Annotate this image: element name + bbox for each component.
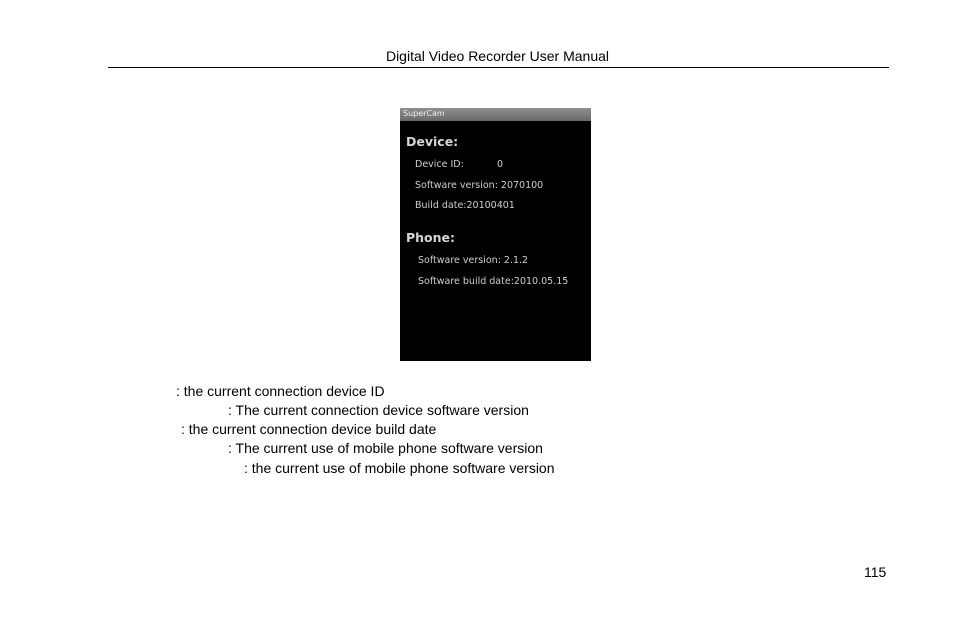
app-title-bar — [400, 108, 591, 121]
device-id-value: 0 — [497, 159, 504, 170]
description-line: : the current connection device build date — [181, 421, 437, 437]
device-software-version: Software version: 2070100 — [415, 180, 544, 191]
phone-software-version: Software version: 2.1.2 — [418, 255, 529, 266]
device-heading: Device: — [406, 134, 459, 149]
description-line: : The current connection device software version — [228, 402, 529, 418]
description-line: : the current connection device ID — [176, 383, 385, 399]
header-divider — [108, 67, 889, 68]
device-build-date: Build date:20100401 — [415, 200, 515, 211]
phone-heading: Phone: — [406, 230, 456, 245]
phone-screenshot — [400, 108, 591, 361]
description-line: : The current use of mobile phone software version — [228, 440, 543, 456]
page-number: 115 — [864, 564, 887, 580]
app-title: SuperCam — [403, 109, 445, 118]
phone-build-date: Software build date:2010.05.15 — [418, 276, 569, 287]
page-header-title: Digital Video Recorder User Manual — [385, 48, 610, 64]
description-line: : the current use of mobile phone software version — [244, 460, 555, 476]
device-id-label: Device ID: — [415, 159, 464, 170]
